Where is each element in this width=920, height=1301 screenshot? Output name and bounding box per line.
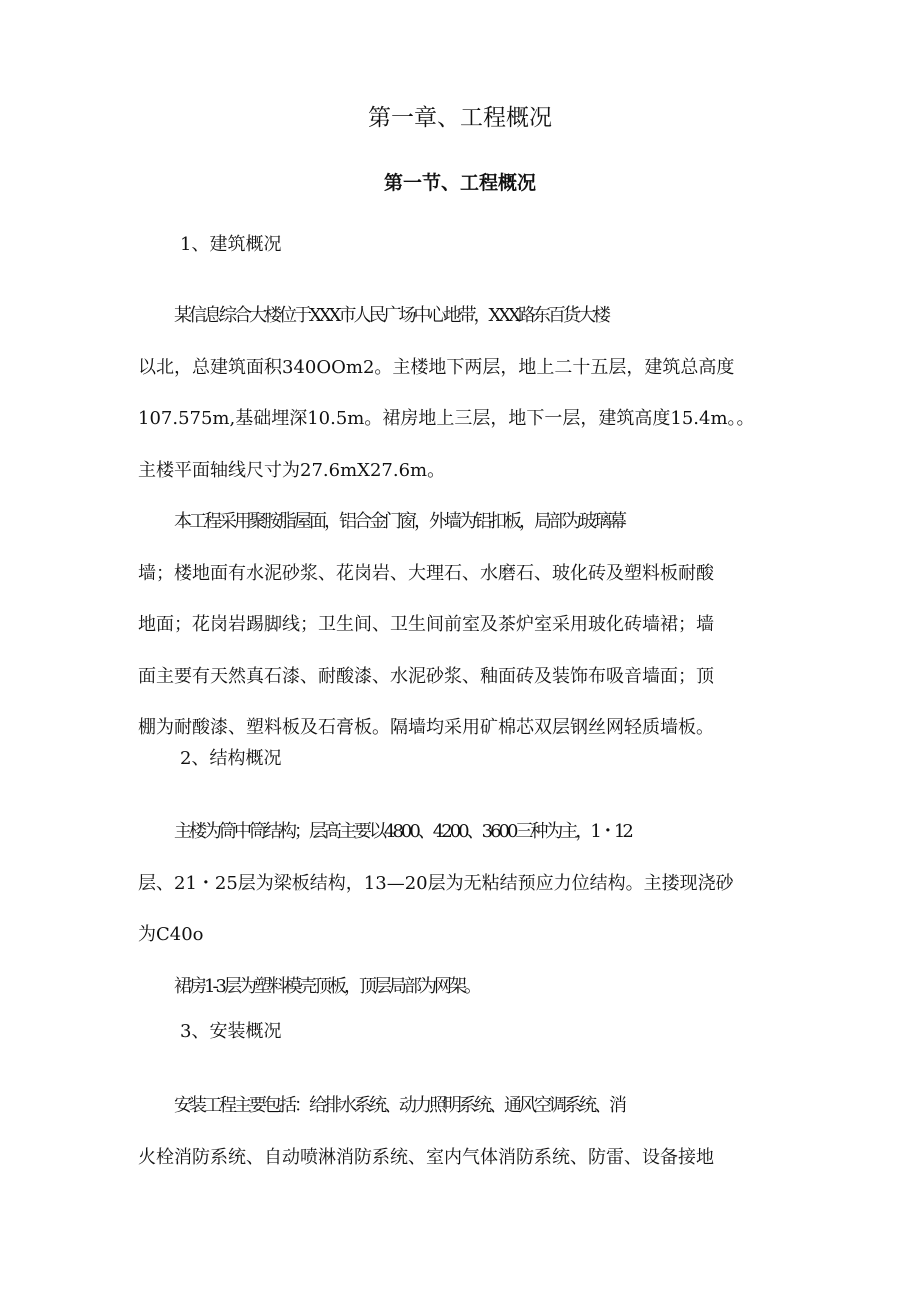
paragraph-building-location bbox=[138, 290, 786, 496]
heading-installation-overview: 3、安装概况 bbox=[180, 1021, 282, 1042]
paragraph-line: 主楼为筒中筒结构；层高主要以4800、4200、3600三种为主，1・12 bbox=[174, 821, 631, 842]
paragraph-line: 地面；花岗岩踢脚线；卫生间、卫生间前室及茶炉室采用玻化砖墙裙；墙 bbox=[138, 614, 714, 635]
paragraph-line: 火栓消防系统、自动喷淋消防系统、室内气体消防系统、防雷、设备接地 bbox=[138, 1146, 714, 1168]
paragraph-line: 裙房1-3层为塑料模壳顶板，顶层局部为网架。 bbox=[174, 976, 479, 997]
paragraph-line: 主楼平面轴线尺寸为27.6mX27.6m。 bbox=[138, 459, 446, 481]
paragraph-line: 层、21・25层为梁板结构，13—20层为无粘结预应力位结构。主搂现浇砂 bbox=[138, 872, 734, 894]
paragraph-line: 本工程采用聚胺脂屋面，铝合金门窗，外墙为铝扣板，局部为玻璃幕 bbox=[174, 511, 624, 532]
paragraph-structure-system bbox=[138, 806, 786, 961]
paragraph-podium-structure bbox=[138, 961, 786, 1013]
paragraph-building-finishes bbox=[138, 496, 786, 754]
chapter-title: 第一章、工程概况 bbox=[368, 105, 552, 131]
paragraph-line: 墙；楼地面有水泥砂浆、花岗岩、大理石、水磨石、玻化砖及塑料板耐酸 bbox=[138, 562, 714, 584]
paragraph-line: 安装工程主要包括：给排水系统、动力照明系统、通风空调系统、消 bbox=[174, 1095, 624, 1116]
paragraph-line: 以北，总建筑面积340OOm2。主楼地下两层，地上二十五层，建筑总高度 bbox=[138, 356, 735, 378]
paragraph-line: 某信息综合大楼位于XXX市人民广场中心地带，XXX路东百货大楼 bbox=[174, 305, 608, 326]
paragraph-line: 面主要有天然真石漆、耐酸漆、水泥砂浆、釉面砖及装饰布吸音墙面；顶 bbox=[138, 665, 714, 687]
section-title: 第一节、工程概况 bbox=[383, 172, 536, 194]
paragraph-line: 为C40o bbox=[138, 924, 204, 945]
paragraph-installation-scope bbox=[138, 1080, 786, 1183]
paragraph-line: 107.575m,基础埋深10.5m。裙房地上三层，地下一层，建筑高度15.4m。。 bbox=[138, 408, 755, 429]
paragraph-line: 棚为耐酸漆、塑料板及石膏板。隔墙均采用矿棉芯双层钢丝网轻质墙板。 bbox=[138, 717, 714, 738]
heading-building-overview: 1、建筑概况 bbox=[180, 234, 282, 255]
heading-structure-overview: 2、结构概况 bbox=[180, 748, 282, 769]
